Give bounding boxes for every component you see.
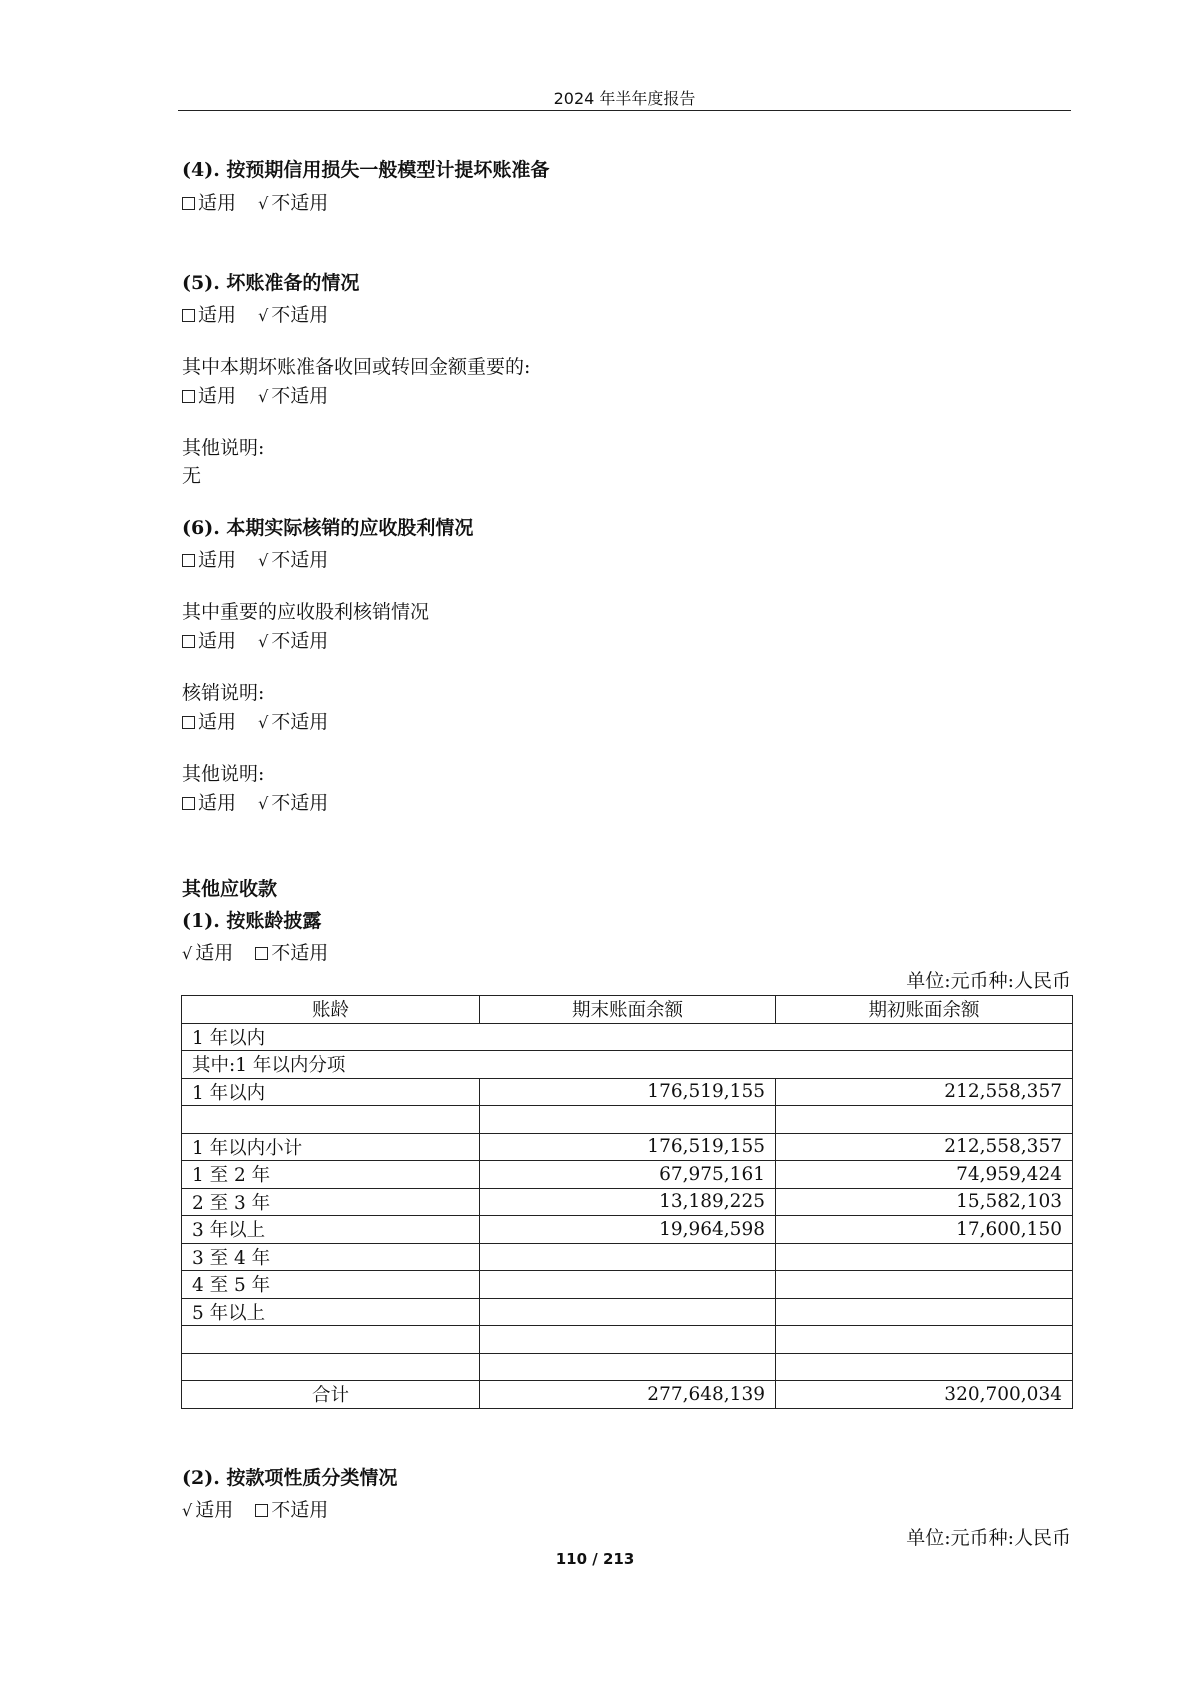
- column-header: 账龄: [182, 996, 480, 1024]
- table-row: [182, 1023, 1073, 1051]
- section-4-title: (4). 按预期信用损失一般模型计提坏账准备: [182, 159, 550, 181]
- checkmark-icon: √: [258, 713, 269, 732]
- checkmark-icon: √: [258, 306, 269, 325]
- checkbox-empty-icon: [182, 716, 195, 729]
- checkbox-empty-icon: [182, 635, 195, 648]
- option-not-applicable: 不适用: [255, 938, 328, 965]
- ending-balance-cell: [480, 1243, 776, 1271]
- ending-balance-cell: 13,189,225: [480, 1188, 776, 1216]
- row-label: 1 年以内: [182, 1023, 1073, 1051]
- ending-balance-cell: [480, 1106, 776, 1134]
- option-applicable: 适用: [182, 300, 236, 327]
- ending-balance-cell: [480, 1326, 776, 1354]
- table-row: [182, 1298, 1073, 1326]
- section-5-options: [182, 300, 328, 327]
- page-number: 110 / 213: [555, 1550, 635, 1568]
- section-6-options: [182, 545, 328, 572]
- table-total-row: [182, 1381, 1073, 1409]
- table-row: [182, 1051, 1073, 1079]
- section-5-sub-options: [182, 381, 328, 408]
- option-not-applicable: √ 不适用: [258, 304, 329, 326]
- total-ending-balance: 277,648,139: [480, 1381, 776, 1409]
- table-row: [182, 1188, 1073, 1216]
- checkbox-empty-icon: [182, 797, 195, 810]
- beginning-balance-cell: [776, 1271, 1073, 1299]
- checkmark-icon: √: [258, 794, 269, 813]
- beginning-balance-cell: [776, 1298, 1073, 1326]
- checkbox-empty-icon: [182, 309, 195, 322]
- option-applicable: √ 适用: [182, 942, 234, 964]
- beginning-balance-cell: [776, 1243, 1073, 1271]
- beginning-balance-cell: 74,959,424: [776, 1161, 1073, 1189]
- checkbox-empty-icon: [255, 1504, 268, 1517]
- table-row: [182, 1216, 1073, 1244]
- beginning-balance-cell: 17,600,150: [776, 1216, 1073, 1244]
- section-6-sub3-title: 其他说明:: [182, 763, 265, 785]
- row-label: 2 至 3 年: [182, 1188, 480, 1216]
- option-applicable: 适用: [182, 626, 236, 653]
- table-row: [182, 1106, 1073, 1134]
- option-not-applicable: √ 不适用: [258, 549, 329, 571]
- beginning-balance-cell: 15,582,103: [776, 1188, 1073, 1216]
- row-label: 5 年以上: [182, 1298, 480, 1326]
- row-label: 3 至 4 年: [182, 1243, 480, 1271]
- option-applicable: 适用: [182, 545, 236, 572]
- table-row: [182, 1326, 1073, 1354]
- header-divider: [178, 110, 1071, 111]
- checkbox-empty-icon: [182, 554, 195, 567]
- checkbox-empty-icon: [182, 390, 195, 403]
- unit-label: 单位:元币种:人民币: [906, 970, 1071, 992]
- nature-section-title: (2). 按款项性质分类情况: [182, 1467, 398, 1489]
- option-applicable: √ 适用: [182, 1499, 234, 1521]
- section-6-sub2-options: [182, 707, 328, 734]
- table-row: [182, 1243, 1073, 1271]
- ending-balance-cell: [480, 1298, 776, 1326]
- row-label: [182, 1106, 480, 1134]
- column-header: 期末账面余额: [480, 996, 776, 1024]
- checkmark-icon: √: [258, 194, 269, 213]
- section-6-title: (6). 本期实际核销的应收股利情况: [182, 517, 474, 539]
- beginning-balance-cell: [776, 1326, 1073, 1354]
- column-header: 期初账面余额: [776, 996, 1073, 1024]
- ending-balance-cell: 67,975,161: [480, 1161, 776, 1189]
- option-applicable: 适用: [182, 188, 236, 215]
- row-label: 3 年以上: [182, 1216, 480, 1244]
- option-not-applicable: √ 不适用: [258, 630, 329, 652]
- table-row: [182, 1133, 1073, 1161]
- section-5-other-label: 其他说明:: [182, 437, 265, 459]
- option-applicable: 适用: [182, 707, 236, 734]
- unit-label-2: 单位:元币种:人民币: [906, 1527, 1071, 1549]
- row-label: [182, 1326, 480, 1354]
- aging-table: [181, 995, 1073, 1409]
- row-label: 1 至 2 年: [182, 1161, 480, 1189]
- checkbox-empty-icon: [182, 197, 195, 210]
- row-label: 其中:1 年以内分项: [182, 1051, 1073, 1079]
- aging-section-title: (1). 按账龄披露: [182, 910, 322, 932]
- section-6-sub1-title: 其中重要的应收股利核销情况: [182, 601, 430, 623]
- beginning-balance-cell: 212,558,357: [776, 1078, 1073, 1106]
- option-not-applicable: √ 不适用: [258, 792, 329, 814]
- nature-section-options: [182, 1495, 328, 1522]
- row-label: 1 年以内: [182, 1078, 480, 1106]
- table-row: [182, 1353, 1073, 1381]
- section-5-title: (5). 坏账准备的情况: [182, 272, 360, 294]
- option-not-applicable: 不适用: [255, 1495, 328, 1522]
- ending-balance-cell: 176,519,155: [480, 1078, 776, 1106]
- ending-balance-cell: [480, 1271, 776, 1299]
- beginning-balance-cell: [776, 1106, 1073, 1134]
- table-header-row: [182, 996, 1073, 1024]
- other-receivables-title: 其他应收款: [182, 878, 278, 900]
- ending-balance-cell: [480, 1353, 776, 1381]
- checkmark-icon: √: [258, 551, 269, 570]
- option-applicable: 适用: [182, 381, 236, 408]
- checkbox-empty-icon: [255, 947, 268, 960]
- total-beginning-balance: 320,700,034: [776, 1381, 1073, 1409]
- aging-section-options: [182, 938, 328, 965]
- table-row: [182, 1271, 1073, 1299]
- section-5-sub-title: 其中本期坏账准备收回或转回金额重要的:: [182, 356, 531, 378]
- checkmark-icon: √: [258, 387, 269, 406]
- option-not-applicable: √ 不适用: [258, 385, 329, 407]
- row-label: 1 年以内小计: [182, 1133, 480, 1161]
- ending-balance-cell: 176,519,155: [480, 1133, 776, 1161]
- table-row: [182, 1078, 1073, 1106]
- total-label: 合计: [182, 1381, 480, 1409]
- checkmark-icon: √: [182, 944, 193, 963]
- checkmark-icon: √: [258, 632, 269, 651]
- option-not-applicable: √ 不适用: [258, 711, 329, 733]
- section-6-sub2-title: 核销说明:: [182, 682, 265, 704]
- section-5-other-value: 无: [182, 465, 202, 487]
- option-applicable: 适用: [182, 788, 236, 815]
- ending-balance-cell: 19,964,598: [480, 1216, 776, 1244]
- beginning-balance-cell: [776, 1353, 1073, 1381]
- table-row: [182, 1161, 1073, 1189]
- option-not-applicable: √ 不适用: [258, 192, 329, 214]
- section-6-sub3-options: [182, 788, 328, 815]
- row-label: 4 至 5 年: [182, 1271, 480, 1299]
- beginning-balance-cell: 212,558,357: [776, 1133, 1073, 1161]
- page-header: 2024 年半年度报告: [553, 89, 696, 108]
- section-6-sub1-options: [182, 626, 328, 653]
- section-4-options: [182, 188, 328, 215]
- checkmark-icon: √: [182, 1501, 193, 1520]
- row-label: [182, 1353, 480, 1381]
